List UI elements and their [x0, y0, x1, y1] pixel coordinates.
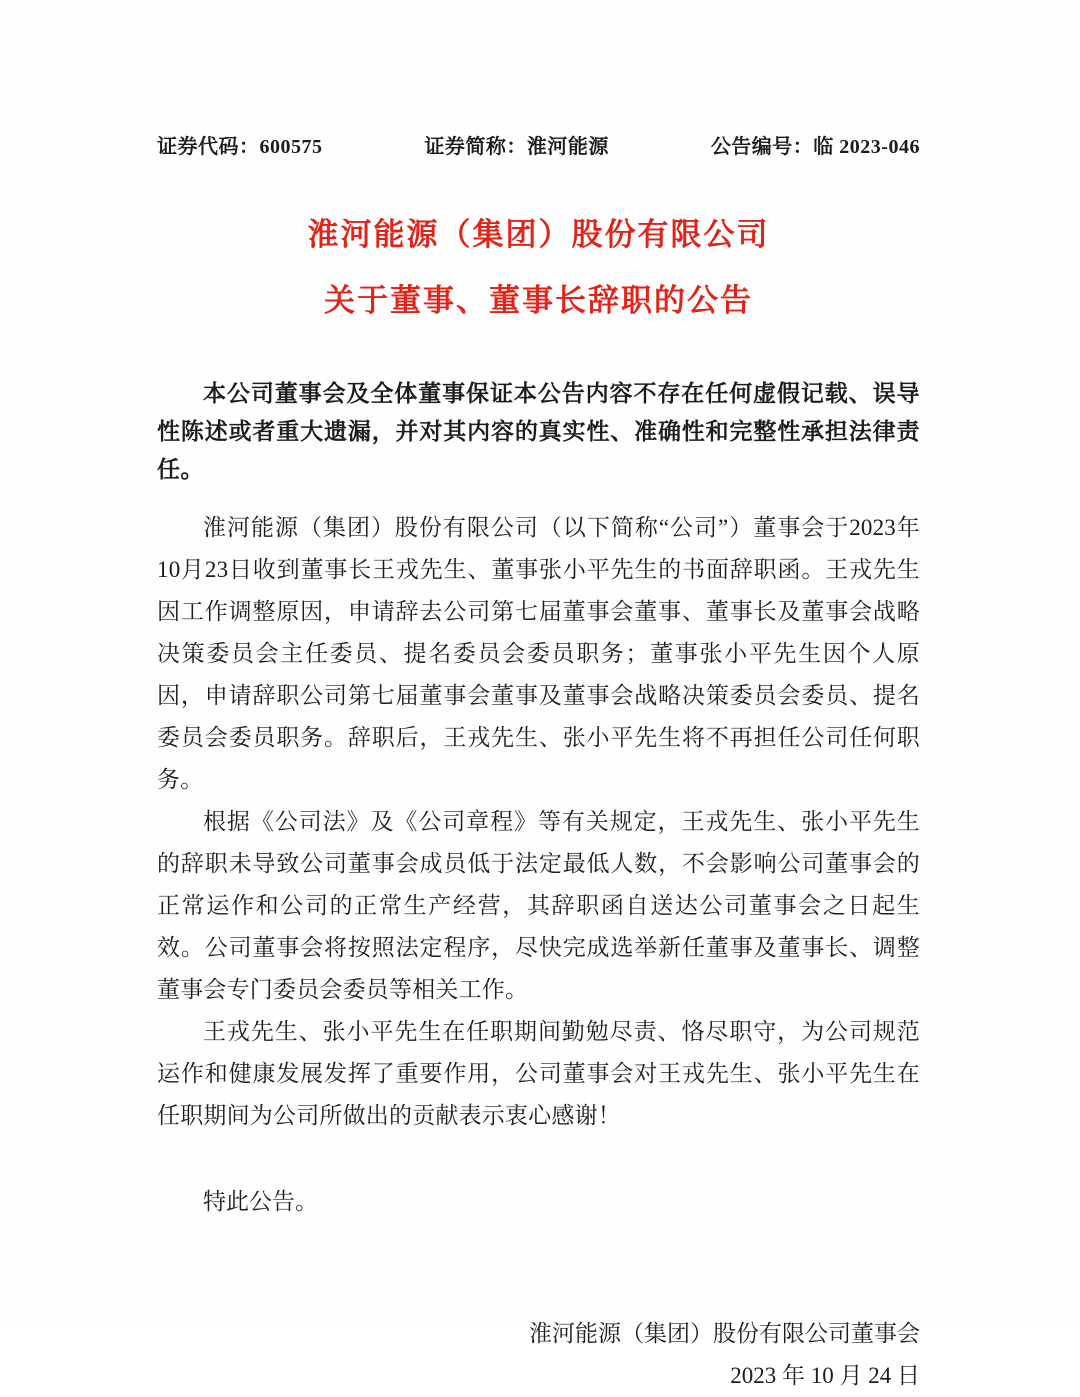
board-signature: 淮河能源（集团）股份有限公司董事会	[529, 1321, 920, 1346]
announcement-subject-title: 关于董事、董事长辞职的公告	[324, 283, 753, 318]
body-paragraph-resignation-notice: 淮河能源（集团）股份有限公司（以下简称“公司”）董事会于2023年10月23日收到董事长王戎先生、董事张小平先生的书面辞职函。王戎先生因工作调整原因，申请辞去公司第七届董事会董事、董事长及董事会战略决策委员会主任委员、提名委员会委员职务；董事张小平先生因个人原因，申请辞职公司第七届董事会董事及董事会战略决策委员会委员、提名委员会委员职务。辞职后，王戎先生、张小平先生将不再担任公司任何职务。	[157, 515, 920, 792]
closing-statement: 特此公告。	[203, 1189, 318, 1214]
board-disclaimer-paragraph: 本公司董事会及全体董事保证本公告内容不存在任何虚假记载、误导性陈述或者重大遗漏，并对其内容的真实性、准确性和完整性承担法律责任。	[157, 381, 920, 482]
stock-name-label: 证券简称：淮河能源	[424, 136, 609, 158]
document-title	[157, 213, 920, 323]
body-paragraphs	[157, 507, 920, 1137]
body-paragraph-gratitude: 王戎先生、张小平先生在任职期间勤勉尽责、恪尽职守，为公司规范运作和健康发展发挥了重要作用，公司董事会对王戎先生、张小平先生在任职期间为公司所做出的贡献表示衷心感谢！	[157, 1019, 920, 1128]
announcement-number-label: 公告编号：临 2023-046	[710, 136, 920, 158]
announcement-date: 2023 年 10 月 24 日	[730, 1363, 920, 1388]
company-name-title: 淮河能源（集团）股份有限公司	[307, 217, 770, 252]
body-paragraph-legal-effect: 根据《公司法》及《公司章程》等有关规定，王戎先生、张小平先生的辞职未导致公司董事会成员低于法定最低人数，不会影响公司董事会的正常运作和公司的正常生产经营，其辞职函自送达公司董事会之日起生效。公司董事会将按照法定程序，尽快完成选举新任董事及董事长、调整董事会专门委员会委员等相关工作。	[157, 809, 920, 1002]
document-header	[157, 130, 920, 159]
stock-code-label: 证券代码：600575	[157, 136, 323, 158]
